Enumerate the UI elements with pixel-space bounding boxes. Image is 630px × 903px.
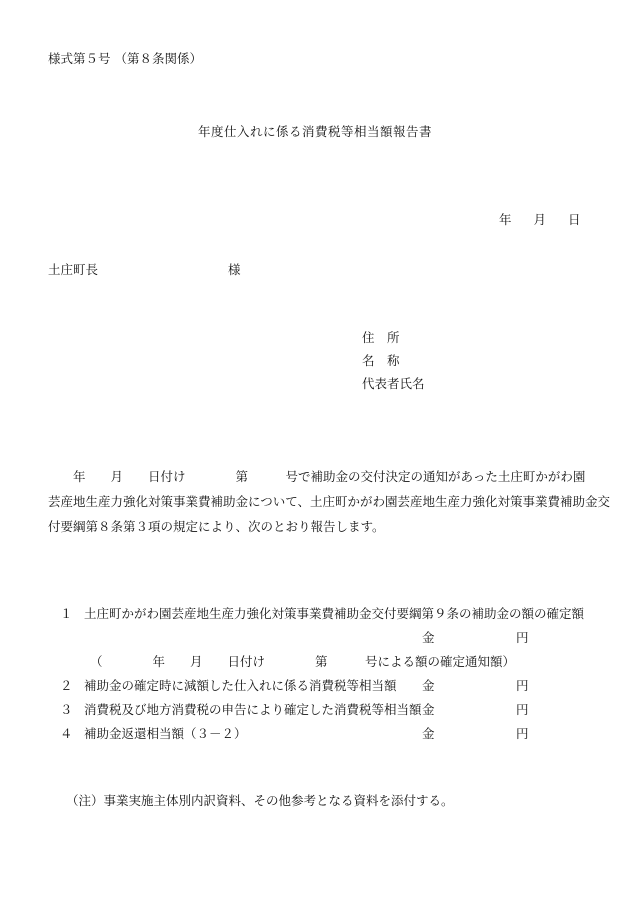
item-row-4 <box>60 726 590 750</box>
address-label: 住 所 <box>362 330 400 345</box>
applicant-block <box>362 330 425 399</box>
document-title: 年度仕入れに係る消費税等相当額報告書 <box>197 124 432 139</box>
body-line-3: 付要綱第８条第３項の規定により、次のとおり報告します。 <box>48 519 385 534</box>
organization-name-label: 名 称 <box>362 353 400 368</box>
item-text: 消費税及び地方消費税の申告により確定した消費税等相当額 <box>84 702 422 717</box>
body-line-2: 芸産地生産力強化対策事業費補助金について、土庄町かがわ園芸産地生産力強化対策事業費補助金交 <box>48 494 611 509</box>
item-sub-note: （ 年 月 日付け 第 号による額の確定通知額） <box>90 654 516 669</box>
item-text: 土庄町かがわ園芸産地生産力強化対策事業費補助金交付要綱第９条の補助金の額の確定額 <box>84 606 585 621</box>
item-text: 補助金の確定時に減額した仕入れに係る消費税等相当額 <box>84 678 397 693</box>
item-row-1-amount <box>60 630 590 654</box>
item-number: ４ <box>60 726 73 741</box>
item-kin: 金 <box>422 678 435 693</box>
addressee-honorific: 様 <box>228 262 241 277</box>
item-number: ３ <box>60 702 73 717</box>
addressee <box>48 262 258 278</box>
item-yen: 円 <box>516 726 529 741</box>
item-number: ２ <box>60 678 73 693</box>
item-text: 補助金返還相当額（３－２） <box>84 726 247 741</box>
item-kin: 金 <box>422 726 435 741</box>
addressee-name: 土庄町長 <box>48 262 99 277</box>
date-year: 年 <box>499 212 512 227</box>
item-row-1-sub <box>60 654 590 678</box>
item-yen: 円 <box>516 630 529 645</box>
date-day: 日 <box>568 212 581 227</box>
item-row-1 <box>60 606 590 630</box>
body-line-1: 年 月 日付け 第 号で補助金の交付決定の通知があった土庄町かがわ園 <box>48 469 586 484</box>
date-line <box>499 212 581 228</box>
item-number: １ <box>60 606 73 621</box>
item-kin: 金 <box>422 630 435 645</box>
representative-name-label: 代表者氏名 <box>362 376 425 391</box>
attachment-note: （注）事業実施主体別内訳資料、その他参考となる資料を添付する。 <box>66 793 454 808</box>
item-row-3 <box>60 702 590 726</box>
date-month: 月 <box>533 212 547 227</box>
body-paragraph <box>48 464 611 539</box>
item-row-2 <box>60 678 590 702</box>
item-yen: 円 <box>516 678 529 693</box>
report-items <box>60 606 590 750</box>
item-yen: 円 <box>516 702 529 717</box>
item-kin: 金 <box>422 702 435 717</box>
form-number: 様式第５号 （第８条関係） <box>48 51 202 66</box>
